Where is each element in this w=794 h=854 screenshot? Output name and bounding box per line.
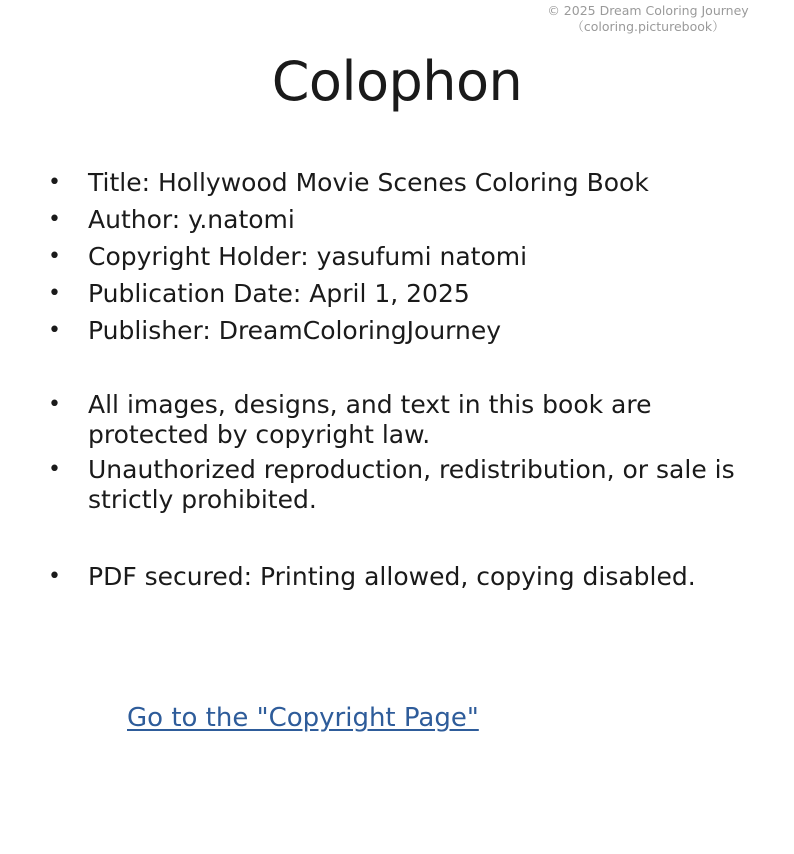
bullet-icon: • [48,281,61,306]
bullet-icon: • [48,170,61,195]
list-item-pdf-security [48,560,768,594]
list-item-publisher [48,312,768,349]
copyright-page-link[interactable]: Go to the "Copyright Page" [127,703,479,733]
list-item-text: Publisher: DreamColoringJourney [88,316,502,345]
watermark-line-1: © 2025 Dream Coloring Journey [547,3,749,18]
bullet-icon: • [48,318,61,343]
list-item-text: Unauthorized reproduction, redistribution, or sale is strictly prohibited. [88,455,735,514]
list-item-text: Author: y.natomi [88,205,295,234]
list-item-copyright-notice [48,390,768,450]
list-item-text: Copyright Holder: yasufumi natomi [88,242,528,271]
list-item-author [48,201,768,238]
bullet-icon: • [48,457,61,482]
security-notice-list [48,560,768,594]
list-item-text: Title: Hollywood Movie Scenes Coloring Book [88,168,649,197]
list-item-publication-date [48,275,768,312]
list-item-text: Publication Date: April 1, 2025 [88,279,470,308]
list-item-title [48,164,768,201]
bullet-icon: • [48,564,61,589]
bullet-icon: • [48,392,61,417]
list-item-copyright-holder [48,238,768,275]
watermark-line-2: （coloring.picturebook） [571,19,725,34]
bullet-icon: • [48,244,61,269]
list-item-text: All images, designs, and text in this book are protected by copyright law. [88,390,652,449]
bullet-icon: • [48,207,61,232]
page-title: Colophon [271,50,523,113]
book-info-list [48,164,768,349]
list-item-prohibition-notice [48,455,768,515]
list-item-text: PDF secured: Printing allowed, copying disabled. [88,562,696,591]
copyright-watermark [538,3,758,35]
legal-notice-list [48,390,768,520]
